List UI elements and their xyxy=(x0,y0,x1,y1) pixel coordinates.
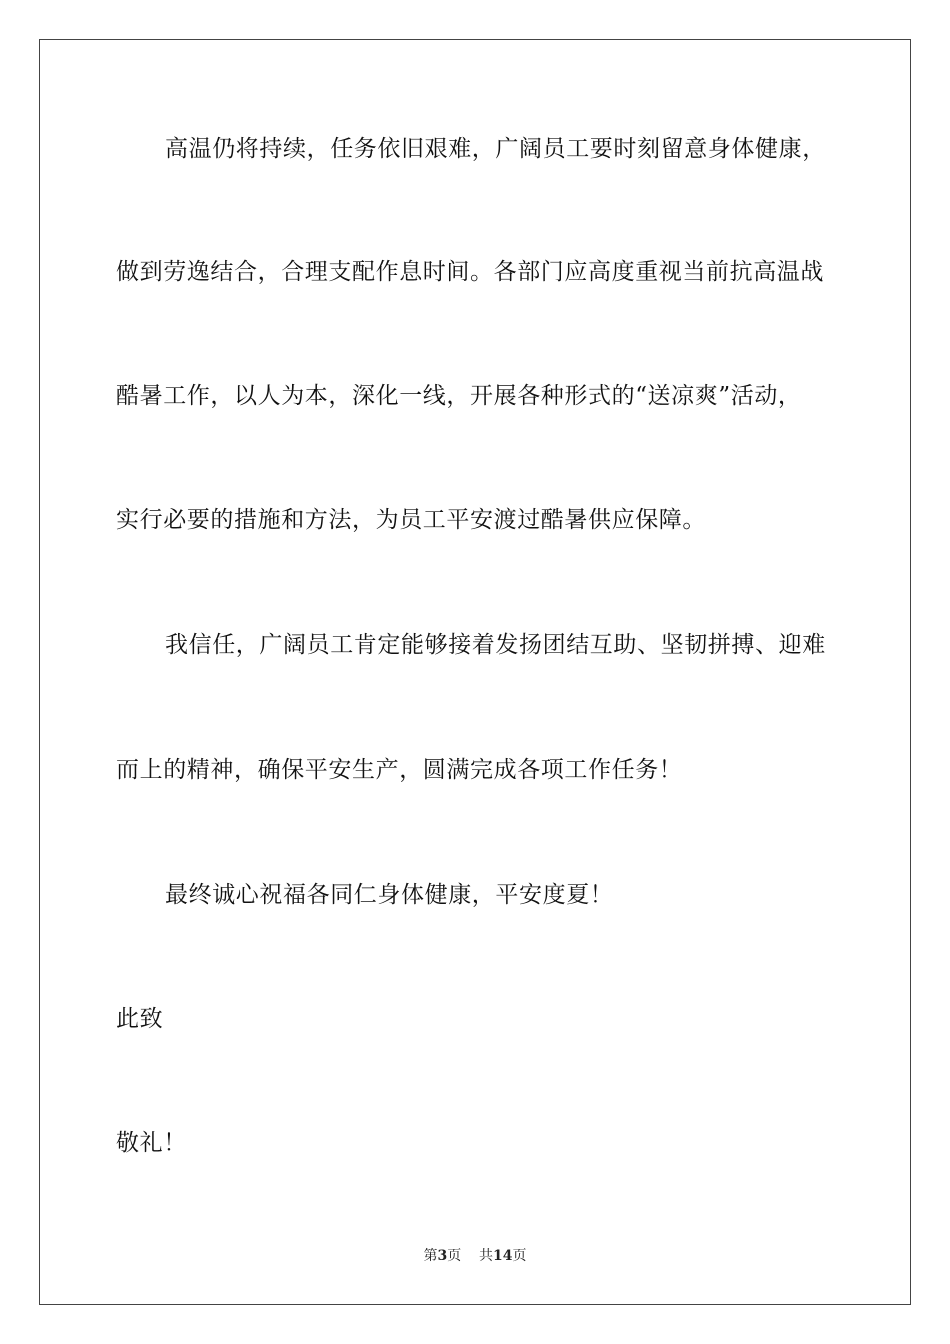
paragraph-line: 最终诚心祝福各同仁身体健康，平安度夏！ xyxy=(165,882,614,908)
total-suffix: 页 xyxy=(512,1248,527,1264)
page-frame xyxy=(39,39,911,1305)
paragraph-line: 做到劳逸结合，合理支配作息时间。各部门应高度重视当前抗高温战 xyxy=(116,259,824,285)
paragraph-line: 酷暑工作，以人为本，深化一线，开展各种形式的“送凉爽”活动， xyxy=(116,383,802,409)
closing-salutation: 此致 xyxy=(116,1006,164,1032)
page-prefix: 第 xyxy=(423,1248,438,1264)
paragraph-line: 我信任，广阔员工肯定能够接着发扬团结互助、坚韧拼搏、迎难 xyxy=(165,632,826,658)
page-number: 3 xyxy=(437,1248,448,1264)
total-pages: 14 xyxy=(493,1248,513,1264)
page-footer xyxy=(0,1247,950,1265)
paragraph-line: 实行必要的措施和方法，为员工平安渡过酷暑供应保障。 xyxy=(116,507,706,533)
page-suffix: 页 xyxy=(447,1248,462,1264)
closing-regards: 敬礼！ xyxy=(116,1130,187,1156)
paragraph-line: 高温仍将持续，任务依旧艰难，广阔员工要时刻留意身体健康， xyxy=(165,136,826,162)
total-prefix: 共 xyxy=(479,1248,494,1264)
paragraph-line: 而上的精神，确保平安生产，圆满完成各项工作任务！ xyxy=(116,757,683,783)
